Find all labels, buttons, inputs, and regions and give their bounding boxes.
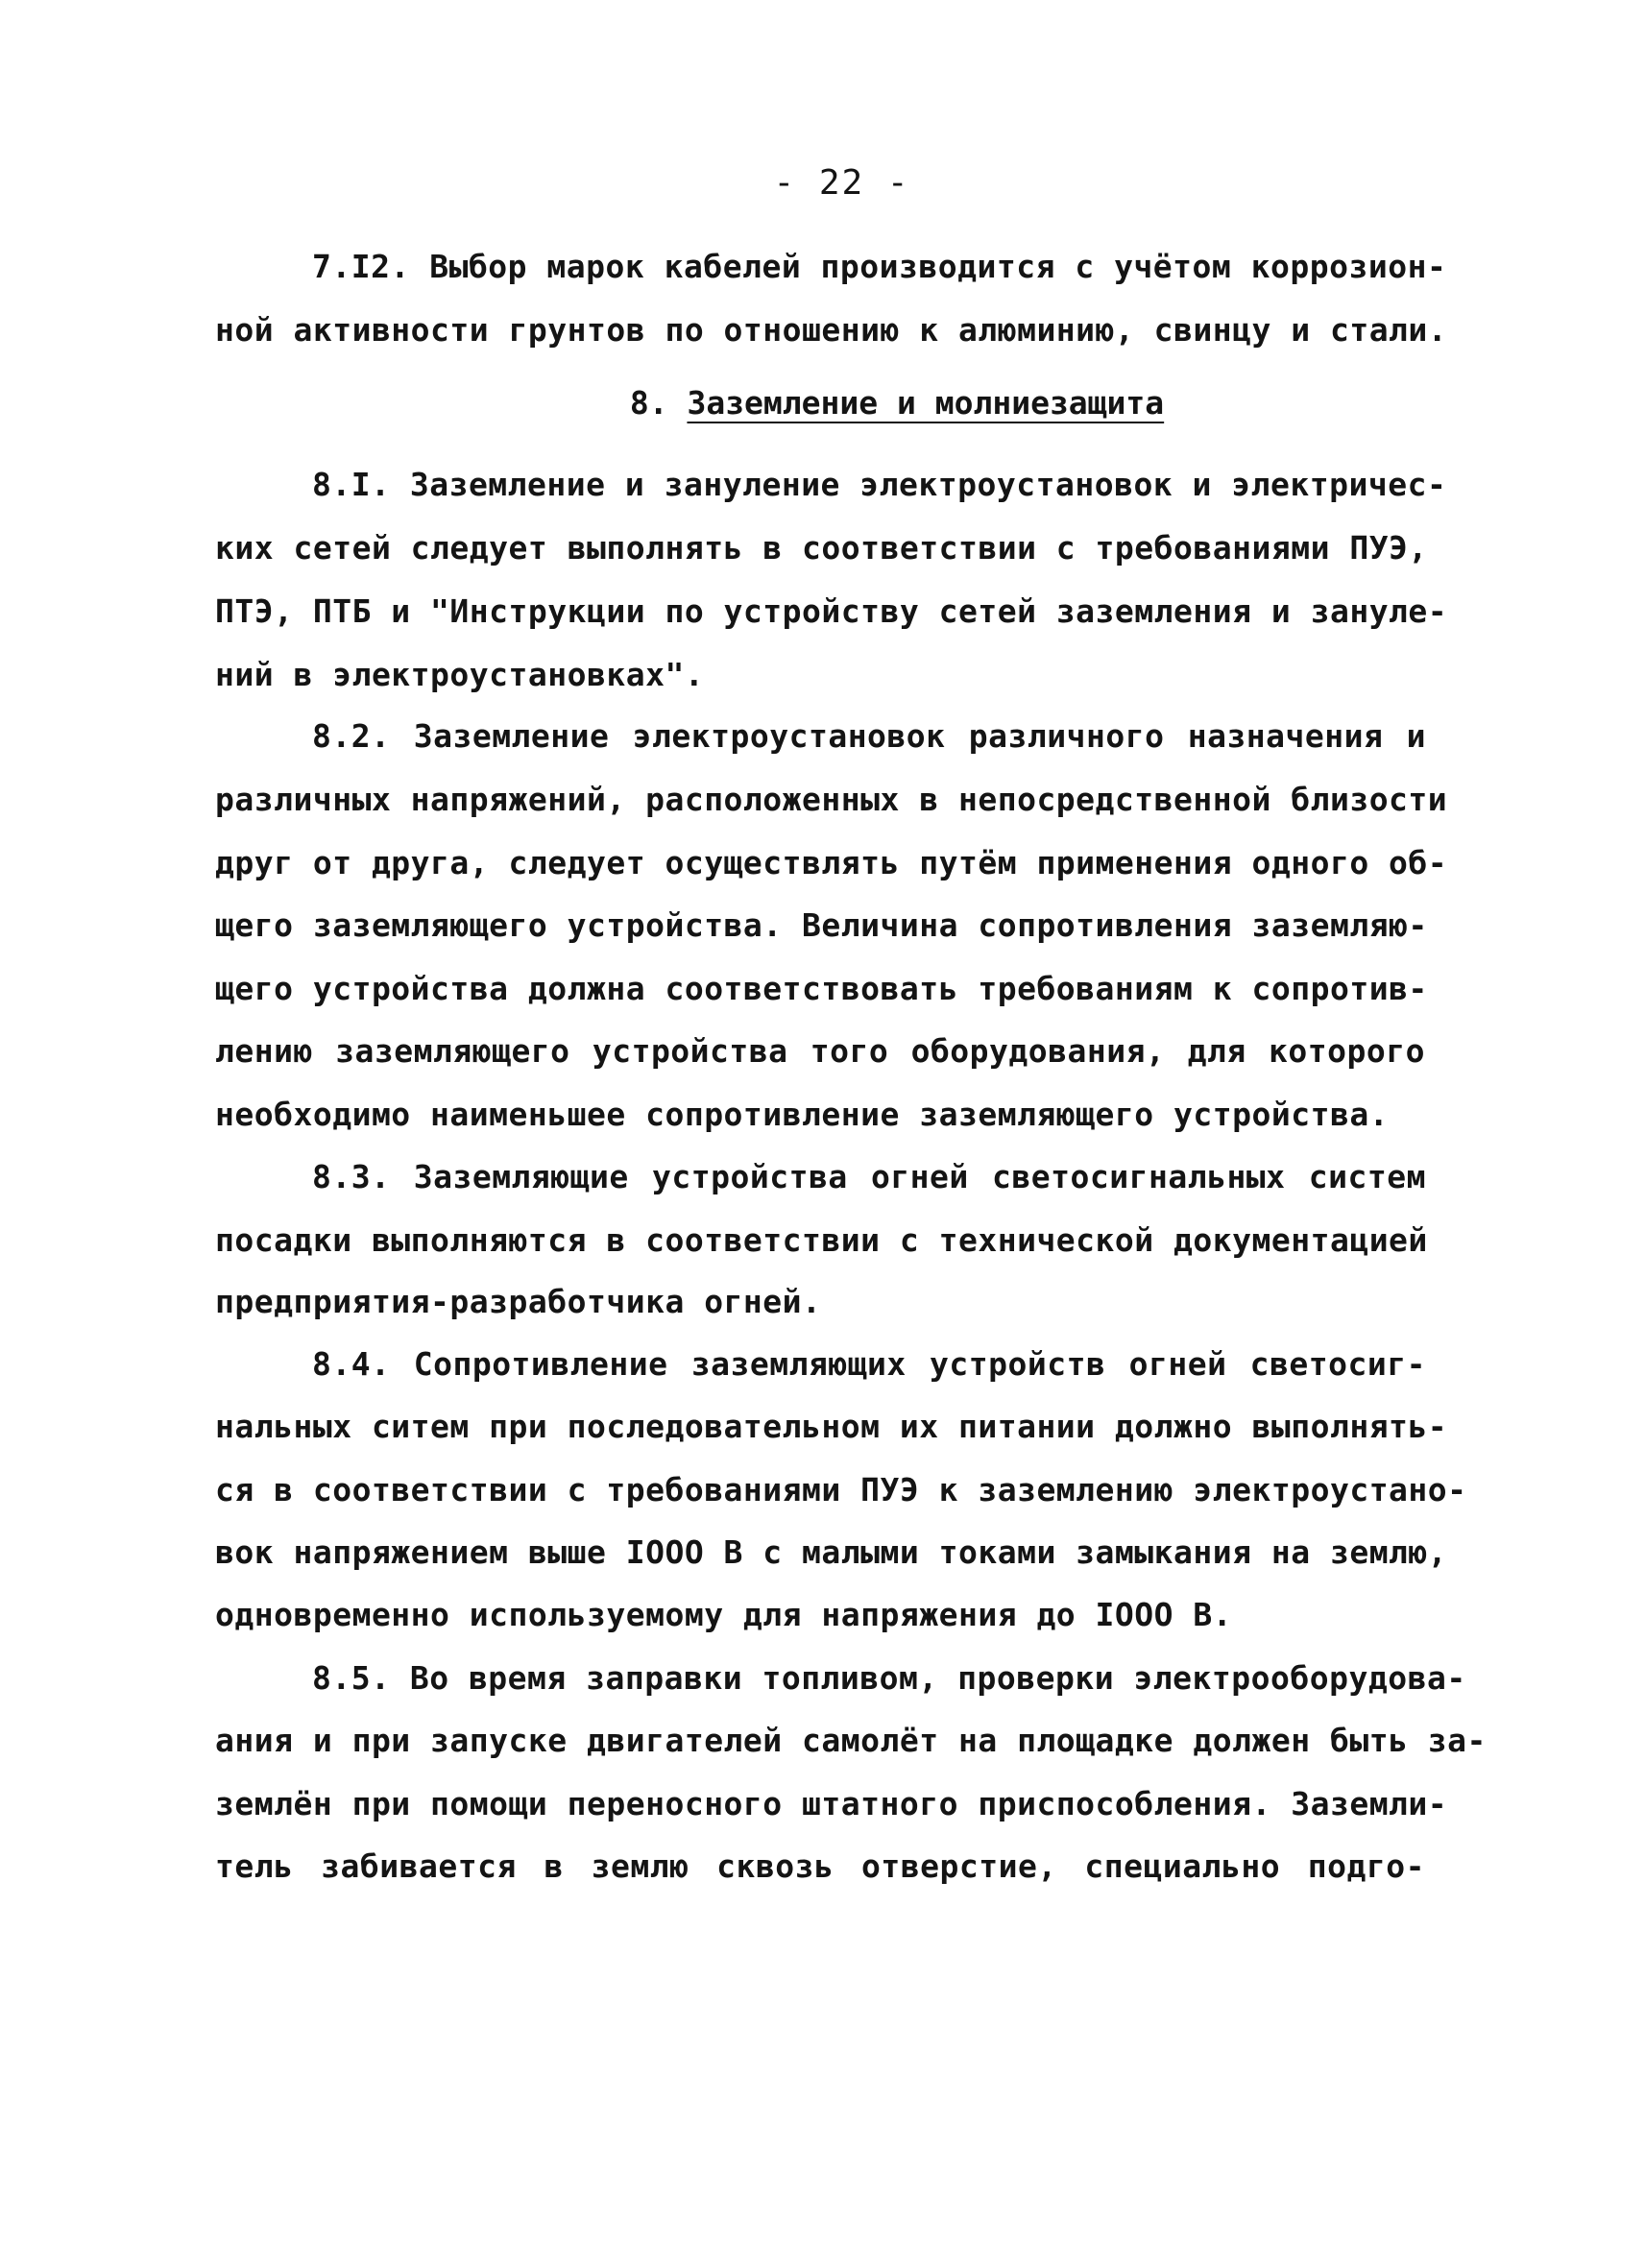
paragraph-8-2-line-4: щего заземляющего устройства. Величина сопротивления заземляю-	[215, 906, 1428, 944]
paragraph-8-2-line-6: лению заземляющего устройства того оборудования, для которого	[215, 1032, 1425, 1070]
paragraph-8-1-line-1: 8.I. Заземление и зануление электроустановок и электричес-	[312, 466, 1447, 503]
paragraph-8-4-line-2: нальных ситем при последовательном их питании должно выполнять-	[215, 1408, 1448, 1445]
paragraph-8-2-line-7: необходимо наименьшее сопротивление заземляющего устройства.	[215, 1096, 1390, 1133]
paragraph-8-1-line-2: ких сетей следует выполнять в соответствии с требованиями ПУЭ,	[215, 529, 1428, 567]
paragraph-7-12-line-2: ной активности грунтов по отношению к алюминию, свинцу и стали.	[215, 311, 1448, 349]
paragraph-8-5-line-1: 8.5. Во время заправки топливом, проверки электрооборудова-	[312, 1659, 1466, 1697]
section-8-heading	[0, 382, 1645, 424]
paragraph-8-3-line-3: предприятия-разработчика огней.	[215, 1283, 822, 1320]
paragraph-8-5-line-2: ания и при запуске двигателей самолёт на площадке должен быть за-	[215, 1722, 1487, 1759]
paragraph-8-2-line-5: щего устройства должна соответствовать требованиям к сопротив-	[215, 970, 1428, 1007]
paragraph-8-3-line-2: посадки выполняются в соответствии с технической документацией	[215, 1221, 1428, 1259]
paragraph-8-3-line-1: 8.3. Заземляющие устройства огней светосигнальных систем	[312, 1158, 1426, 1195]
paragraph-8-4-line-3: ся в соответствии с требованиями ПУЭ к заземлению электроустано-	[215, 1471, 1467, 1508]
paragraph-8-4-line-5: одновременно используемому для напряжения до IOOO В.	[215, 1596, 1233, 1633]
paragraph-8-1-line-3: ПТЭ, ПТБ и "Инструкции по устройству сетей заземления и зануле-	[215, 592, 1448, 630]
paragraph-8-4-line-4: вок напряжением выше IOOO В с малыми токами замыкания на землю,	[215, 1533, 1448, 1571]
paragraph-8-4-line-1: 8.4. Сопротивление заземляющих устройств огней светосиг-	[312, 1345, 1426, 1383]
paragraph-8-2-line-2: различных напряжений, расположенных в непосредственной близости	[215, 781, 1448, 818]
paragraph-8-2-line-1: 8.2. Заземление электроустановок различного назначения и	[312, 717, 1426, 755]
page-number: - 22 -	[773, 163, 910, 203]
paragraph-8-2-line-3: друг от друга, следует осуществлять путём применения одного об-	[215, 844, 1448, 881]
paragraph-8-1-line-4: ний в электроустановках".	[215, 656, 705, 693]
paragraph-7-12-line-1: 7.I2. Выбор марок кабелей производится с учётом коррозион-	[312, 248, 1447, 285]
paragraph-8-5-line-4: тель забивается в землю сквозь отверстие, специально подго-	[215, 1847, 1425, 1885]
paragraph-8-5-line-3: землён при помощи переносного штатного приспособления. Заземли-	[215, 1785, 1448, 1822]
section-8-number: 8.	[629, 384, 668, 422]
section-8-title: Заземление и молниезащита	[687, 384, 1165, 422]
